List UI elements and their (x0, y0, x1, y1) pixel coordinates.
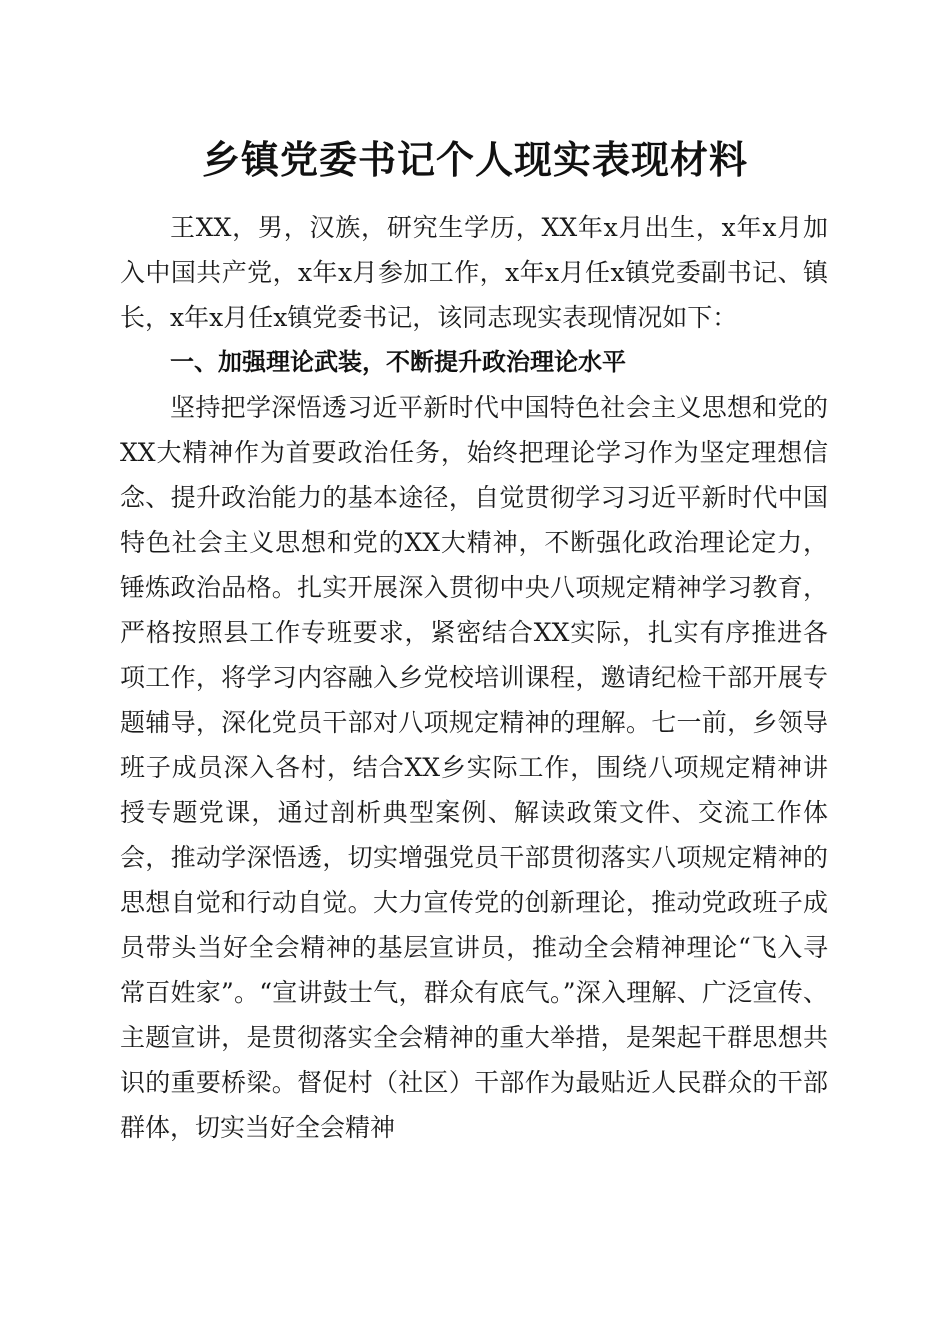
document-body (120, 205, 828, 1150)
section-paragraph: 坚持把学深悟透习近平新时代中国特色社会主义思想和党的XX大精神作为首要政治任务，始终把理论学习作为坚定理想信念、提升政治能力的基本途径，自觉贯彻学习习近平新时代中国特色社会主义思想和党的XX大精神，不断强化政治理论定力，锤炼政治品格。扎实开展深入贯彻中央八项规定精神学习教育，严格按照县工作专班要求，紧密结合XX实际，扎实有序推进各项工作，将学习内容融入乡党校培训课程，邀请纪检干部开展专题辅导，深化党员干部对八项规定精神的理解。七一前，乡领导班子成员深入各村，结合XX乡实际工作，围绕八项规定精神讲授专题党课，通过剖析典型案例、解读政策文件、交流工作体会，推动学深悟透，切实增强党员干部贯彻落实八项规定精神的思想自觉和行动自觉。大力宣传党的创新理论，推动党政班子成员带头当好全会精神的基层宣讲员，推动全会精神理论“飞入寻常百姓家”。“宣讲鼓士气，群众有底气。”深入理解、广泛宣传、主题宣讲，是贯彻落实全会精神的重大举措，是架起干群思想共识的重要桥梁。督促村（社区）干部作为最贴近人民群众的干部群体，切实当好全会精神 (120, 393, 828, 1142)
document-title: 乡镇党委书记个人现实表现材料 (201, 137, 748, 182)
section-heading: 一、加强理论武装，不断提升政治理论水平 (170, 348, 626, 376)
intro-paragraph: 王XX，男，汉族，研究生学历，XX年x月出生，x年x月加入中国共产党，x年x月参加工作，x年x月任x镇党委副书记、镇长，x年x月任x镇党委书记，该同志现实表现情况如下： (120, 213, 828, 332)
